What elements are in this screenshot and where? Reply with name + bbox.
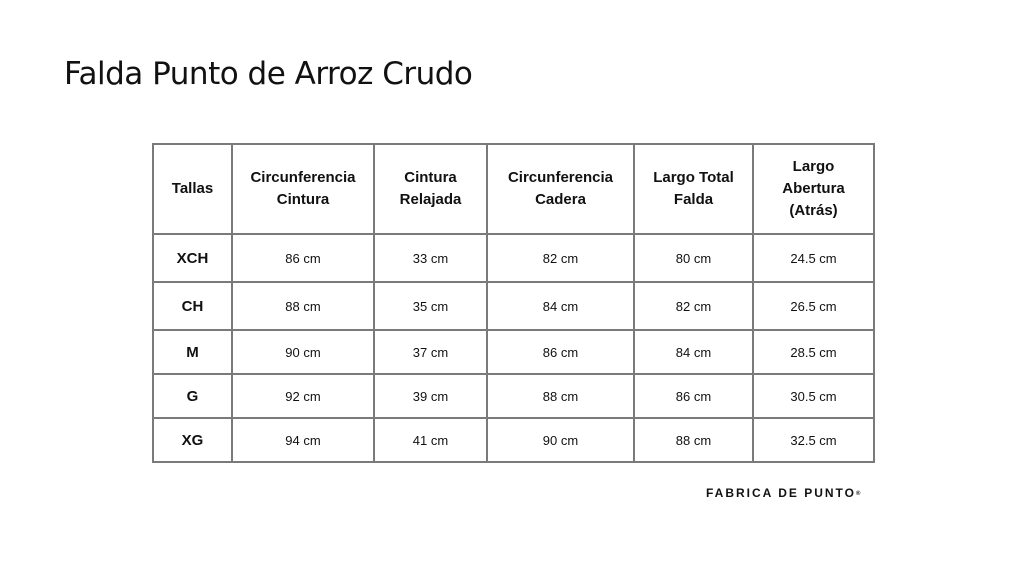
size-cell: M [153, 330, 232, 374]
table-cell: 92 cm [232, 374, 374, 418]
table-cell: 30.5 cm [753, 374, 874, 418]
table-cell: 33 cm [374, 234, 487, 282]
table-cell: 90 cm [487, 418, 634, 462]
table-cell: 88 cm [487, 374, 634, 418]
size-cell: G [153, 374, 232, 418]
column-header-circunferencia-cadera: Circunferencia Cadera [487, 144, 634, 234]
table-cell: 86 cm [232, 234, 374, 282]
brand-logo [706, 486, 860, 500]
table-cell: 35 cm [374, 282, 487, 330]
table-cell: 86 cm [487, 330, 634, 374]
brand-name: FABRICA DE PUNTO [706, 486, 857, 500]
table-cell: 86 cm [634, 374, 753, 418]
table-cell: 37 cm [374, 330, 487, 374]
table-cell: 32.5 cm [753, 418, 874, 462]
table-row [153, 282, 874, 330]
table-cell: 84 cm [634, 330, 753, 374]
table-cell: 88 cm [232, 282, 374, 330]
table-row [153, 418, 874, 462]
table-row [153, 234, 874, 282]
column-header-largo-abertura: Largo Abertura (Atrás) [753, 144, 874, 234]
table-cell: 39 cm [374, 374, 487, 418]
table-cell: 28.5 cm [753, 330, 874, 374]
page-title: Falda Punto de Arroz Crudo [64, 56, 473, 92]
registered-mark: ® [856, 490, 861, 497]
table-row [153, 374, 874, 418]
table-cell: 26.5 cm [753, 282, 874, 330]
table-cell: 41 cm [374, 418, 487, 462]
size-chart-table [152, 143, 875, 463]
table-cell: 80 cm [634, 234, 753, 282]
column-header-largo-total-falda: Largo Total Falda [634, 144, 753, 234]
table-row [153, 330, 874, 374]
table-cell: 24.5 cm [753, 234, 874, 282]
table-header-row [153, 144, 874, 234]
column-header-cintura-relajada: Cintura Relajada [374, 144, 487, 234]
size-cell: XCH [153, 234, 232, 282]
table-cell: 90 cm [232, 330, 374, 374]
size-cell: XG [153, 418, 232, 462]
column-header-circunferencia-cintura: Circunferencia Cintura [232, 144, 374, 234]
table-cell: 94 cm [232, 418, 374, 462]
column-header-tallas: Tallas [153, 144, 232, 234]
table-cell: 82 cm [487, 234, 634, 282]
table-cell: 88 cm [634, 418, 753, 462]
table-cell: 84 cm [487, 282, 634, 330]
size-cell: CH [153, 282, 232, 330]
table-cell: 82 cm [634, 282, 753, 330]
